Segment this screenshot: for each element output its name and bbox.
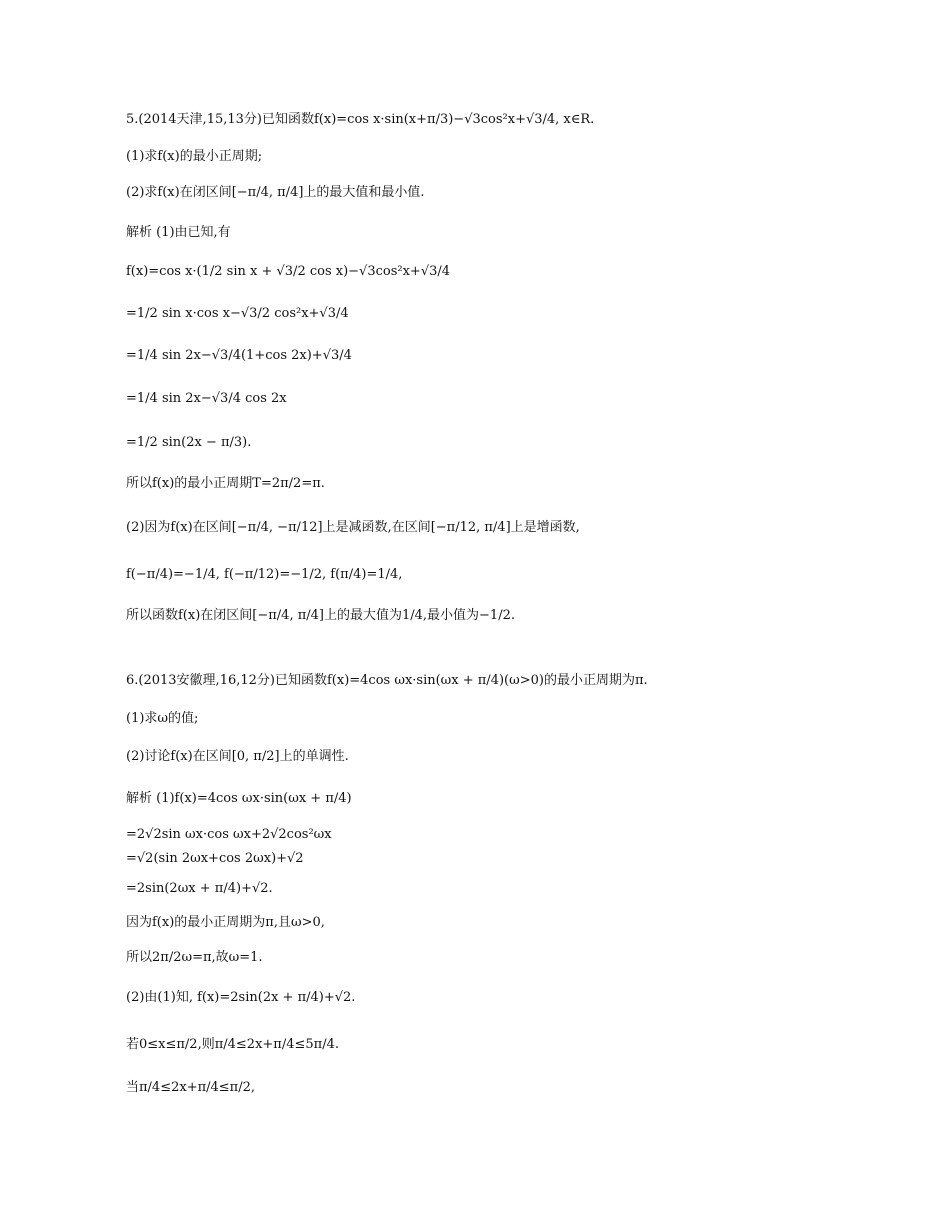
solution-5-line-5: =1/4 sin 2x−√3/4 cos 2x <box>126 391 287 406</box>
solution-5-line-2: f(x)=cos x·(1/2 sin x + √3/2 cos x)−√3cos²x+√3/4 <box>126 264 451 279</box>
solution-5-line-3: =1/2 sin x·cos x−√3/2 cos²x+√3/4 <box>126 306 349 321</box>
solution-6-line-7: (2)由(1)知, f(x)=2sin(2x + π/4)+√2. <box>126 990 356 1005</box>
solution-5-line-1: 解析 (1)由已知,有 <box>126 225 231 240</box>
problem-5-header: 5.(2014天津,15,13分)已知函数f(x)=cos x·sin(x+π/3)−√3cos²x+√3/4, x∈R. <box>126 112 595 127</box>
solution-5-line-9: f(−π/4)=−1/4, f(−π/12)=−1/2, f(π/4)=1/4, <box>126 567 403 582</box>
solution-6-line-9: 当π/4≤2x+π/4≤π/2, <box>126 1080 255 1095</box>
solution-6-line-1: 解析 (1)f(x)=4cos ωx·sin(ωx + π/4) <box>126 791 352 806</box>
solution-6-line-5: 因为f(x)的最小正周期为π,且ω>0, <box>126 915 325 930</box>
solution-5-line-4: =1/4 sin 2x−√3/4(1+cos 2x)+√3/4 <box>126 348 352 363</box>
problem-5-part-2: (2)求f(x)在闭区间[−π/4, π/4]上的最大值和最小值. <box>126 185 425 200</box>
solution-5-line-7: 所以f(x)的最小正周期T=2π/2=π. <box>126 476 325 491</box>
problem-5-part-1: (1)求f(x)的最小正周期; <box>126 149 263 164</box>
solution-6-line-4: =2sin(2ωx + π/4)+√2. <box>126 881 273 896</box>
solution-6-line-8: 若0≤x≤π/2,则π/4≤2x+π/4≤5π/4. <box>126 1037 339 1052</box>
solution-5-line-8: (2)因为f(x)在区间[−π/4, −π/12]上是减函数,在区间[−π/12, π/4]上是增函数, <box>126 520 580 535</box>
solution-5-line-6: =1/2 sin(2x − π/3). <box>126 435 252 450</box>
problem-6-part-1: (1)求ω的值; <box>126 711 199 726</box>
problem-6-part-2: (2)讨论f(x)在区间[0, π/2]上的单调性. <box>126 749 349 764</box>
solution-5-line-10: 所以函数f(x)在闭区间[−π/4, π/4]上的最大值为1/4,最小值为−1/2. <box>126 608 515 623</box>
solution-6-line-6: 所以2π/2ω=π,故ω=1. <box>126 950 263 965</box>
problem-6-header: 6.(2013安徽理,16,12分)已知函数f(x)=4cos ωx·sin(ωx + π/4)(ω>0)的最小正周期为π. <box>126 673 648 688</box>
solution-6-line-2: =2√2sin ωx·cos ωx+2√2cos²ωx <box>126 827 332 842</box>
solution-6-line-3: =√2(sin 2ωx+cos 2ωx)+√2 <box>126 851 304 866</box>
